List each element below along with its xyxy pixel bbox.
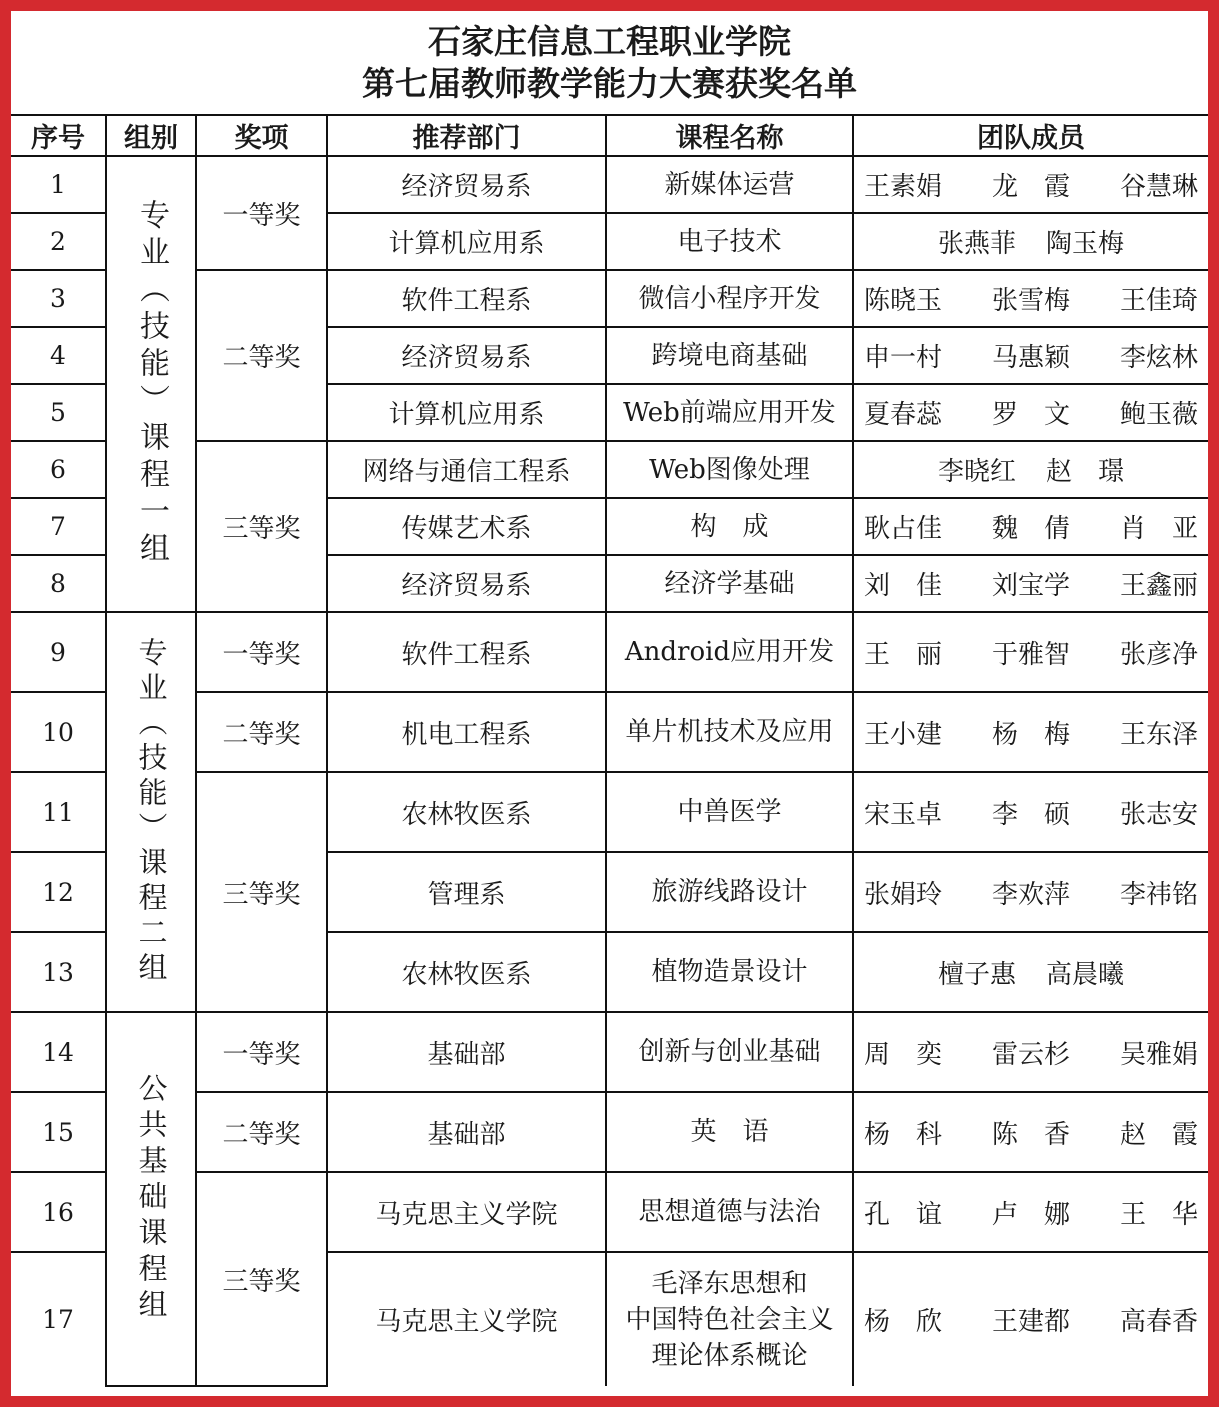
member-name: 肖 亚 bbox=[1119, 514, 1198, 544]
member-name: 罗 文 bbox=[991, 400, 1070, 430]
dept-cell: 经济贸易系 bbox=[327, 156, 606, 213]
member-name: 李 硕 bbox=[991, 799, 1070, 830]
member-name: 雷云杉 bbox=[991, 1039, 1070, 1070]
members-cell bbox=[853, 555, 1208, 612]
header-group: 组别 bbox=[106, 116, 196, 156]
members-cell bbox=[853, 441, 1208, 498]
dept-cell: 马克思主义学院 bbox=[327, 1172, 606, 1252]
member-name: 王建都 bbox=[991, 1307, 1070, 1337]
course-line: 中国特色社会主义 bbox=[625, 1304, 834, 1335]
member-name: 王 华 bbox=[1119, 1199, 1198, 1230]
member-name: 王鑫丽 bbox=[1119, 571, 1198, 601]
row-number: 12 bbox=[11, 852, 106, 932]
row-number: 3 bbox=[11, 270, 106, 327]
table-row bbox=[11, 1012, 1208, 1092]
members-cell bbox=[853, 498, 1208, 555]
member-name: 耿占佳 bbox=[864, 514, 943, 544]
course-cell: 经济学基础 bbox=[606, 555, 853, 612]
award-cell: 二等奖 bbox=[196, 1092, 327, 1172]
member-name: 卢 娜 bbox=[991, 1199, 1070, 1230]
member-name: 王 丽 bbox=[864, 639, 943, 670]
members-cell bbox=[853, 692, 1208, 772]
member-name: 张志安 bbox=[1119, 799, 1198, 830]
row-number: 8 bbox=[11, 555, 106, 612]
course-cell: 跨境电商基础 bbox=[606, 327, 853, 384]
dept-cell: 传媒艺术系 bbox=[327, 498, 606, 555]
header-award: 奖项 bbox=[196, 116, 327, 156]
course-cell: 微信小程序开发 bbox=[606, 270, 853, 327]
award-table bbox=[11, 116, 1208, 1387]
award-cell: 三等奖 bbox=[196, 772, 327, 1012]
members-cell bbox=[853, 384, 1208, 441]
members-cell bbox=[853, 932, 1208, 1012]
members-cell bbox=[853, 1092, 1208, 1172]
row-number: 13 bbox=[11, 932, 106, 1012]
group-cell: 专业（技能）课程一组 bbox=[106, 156, 196, 612]
award-sheet bbox=[11, 11, 1208, 1396]
award-cell: 二等奖 bbox=[196, 270, 327, 441]
dept-cell: 软件工程系 bbox=[327, 612, 606, 692]
row-number: 14 bbox=[11, 1012, 106, 1092]
row-number: 1 bbox=[11, 156, 106, 213]
members-cell bbox=[853, 852, 1208, 932]
group-cell: 公共基础课程组 bbox=[106, 1012, 196, 1386]
title-line-2: 第七届教师教学能力大赛获奖名单 bbox=[362, 63, 857, 103]
course-cell: 思想道德与法治 bbox=[606, 1172, 853, 1252]
members-cell bbox=[853, 213, 1208, 270]
member-name: 王小建 bbox=[864, 719, 943, 750]
course-line: 理论体系概论 bbox=[651, 1340, 808, 1371]
members-cell bbox=[853, 156, 1208, 213]
member-name: 檀子惠 bbox=[937, 959, 1016, 990]
dept-cell: 网络与通信工程系 bbox=[327, 441, 606, 498]
member-name: 赵 璟 bbox=[1046, 457, 1125, 487]
course-cell: 构 成 bbox=[606, 498, 853, 555]
member-name: 申一村 bbox=[864, 343, 943, 373]
members-cell bbox=[853, 270, 1208, 327]
course-cell: 中兽医学 bbox=[606, 772, 853, 852]
dept-cell: 计算机应用系 bbox=[327, 213, 606, 270]
members-cell bbox=[853, 1012, 1208, 1092]
member-name: 孔 谊 bbox=[864, 1199, 943, 1230]
member-name: 张燕菲 bbox=[937, 229, 1016, 259]
table-row bbox=[11, 156, 1208, 213]
title-line-1: 石家庄信息工程职业学院 bbox=[428, 21, 791, 61]
row-number: 16 bbox=[11, 1172, 106, 1252]
member-name: 杨 科 bbox=[864, 1119, 943, 1150]
member-name: 夏春蕊 bbox=[864, 400, 943, 430]
award-cell: 一等奖 bbox=[196, 612, 327, 692]
course-cell: 新媒体运营 bbox=[606, 156, 853, 213]
header-no: 序号 bbox=[11, 116, 106, 156]
member-name: 陈晓玉 bbox=[864, 286, 943, 316]
member-name: 杨 梅 bbox=[991, 719, 1070, 750]
award-cell: 一等奖 bbox=[196, 1012, 327, 1092]
course-cell: Android应用开发 bbox=[606, 612, 853, 692]
member-name: 马惠颖 bbox=[991, 343, 1070, 373]
member-name: 王素娟 bbox=[864, 172, 943, 202]
members-cell bbox=[853, 1252, 1208, 1386]
dept-cell: 管理系 bbox=[327, 852, 606, 932]
member-name: 高晨曦 bbox=[1046, 959, 1125, 990]
member-name: 赵 霞 bbox=[1119, 1119, 1198, 1150]
course-cell bbox=[606, 1252, 853, 1386]
member-name: 杨 欣 bbox=[864, 1307, 943, 1337]
table-row bbox=[11, 612, 1208, 692]
member-name: 李晓红 bbox=[937, 457, 1016, 487]
course-cell: 创新与创业基础 bbox=[606, 1012, 853, 1092]
row-number: 5 bbox=[11, 384, 106, 441]
header-dept: 推荐部门 bbox=[327, 116, 606, 156]
member-name: 周 奕 bbox=[864, 1039, 943, 1070]
member-name: 刘宝学 bbox=[991, 571, 1070, 601]
member-name: 李祎铭 bbox=[1119, 879, 1198, 910]
member-name: 谷慧琳 bbox=[1119, 172, 1198, 202]
award-cell: 二等奖 bbox=[196, 692, 327, 772]
course-line: 毛泽东思想和 bbox=[651, 1268, 808, 1299]
dept-cell: 基础部 bbox=[327, 1012, 606, 1092]
member-name: 魏 倩 bbox=[991, 514, 1070, 544]
member-name: 王佳琦 bbox=[1119, 286, 1198, 316]
member-name: 刘 佳 bbox=[864, 571, 943, 601]
dept-cell: 农林牧医系 bbox=[327, 932, 606, 1012]
member-name: 王东泽 bbox=[1119, 719, 1198, 750]
course-cell: Web图像处理 bbox=[606, 441, 853, 498]
table-header-row bbox=[11, 116, 1208, 156]
course-cell: 旅游线路设计 bbox=[606, 852, 853, 932]
row-number: 4 bbox=[11, 327, 106, 384]
row-number: 15 bbox=[11, 1092, 106, 1172]
group-cell: 专业（技能）课程二组 bbox=[106, 612, 196, 1012]
row-number: 6 bbox=[11, 441, 106, 498]
member-name: 鲍玉薇 bbox=[1119, 400, 1198, 430]
members-cell bbox=[853, 612, 1208, 692]
award-cell: 三等奖 bbox=[196, 441, 327, 612]
dept-cell: 马克思主义学院 bbox=[327, 1252, 606, 1386]
member-name: 张娟玲 bbox=[864, 879, 943, 910]
row-number: 10 bbox=[11, 692, 106, 772]
dept-cell: 计算机应用系 bbox=[327, 384, 606, 441]
header-course: 课程名称 bbox=[606, 116, 853, 156]
row-number: 11 bbox=[11, 772, 106, 852]
dept-cell: 基础部 bbox=[327, 1092, 606, 1172]
member-name: 陈 香 bbox=[991, 1119, 1070, 1150]
members-cell bbox=[853, 327, 1208, 384]
member-name: 张彦净 bbox=[1119, 639, 1198, 670]
document-title bbox=[11, 11, 1208, 116]
header-members: 团队成员 bbox=[853, 116, 1208, 156]
member-name: 张雪梅 bbox=[991, 286, 1070, 316]
member-name: 于雅智 bbox=[991, 639, 1070, 670]
member-name: 龙 霞 bbox=[991, 172, 1070, 202]
course-cell: 电子技术 bbox=[606, 213, 853, 270]
course-cell: Web前端应用开发 bbox=[606, 384, 853, 441]
row-number: 2 bbox=[11, 213, 106, 270]
award-cell: 一等奖 bbox=[196, 156, 327, 270]
member-name: 李炫林 bbox=[1119, 343, 1198, 373]
members-cell bbox=[853, 772, 1208, 852]
member-name: 高春香 bbox=[1119, 1307, 1198, 1337]
course-cell: 植物造景设计 bbox=[606, 932, 853, 1012]
member-name: 宋玉卓 bbox=[864, 799, 943, 830]
member-name: 李欢萍 bbox=[991, 879, 1070, 910]
dept-cell: 经济贸易系 bbox=[327, 555, 606, 612]
row-number: 9 bbox=[11, 612, 106, 692]
row-number: 7 bbox=[11, 498, 106, 555]
dept-cell: 机电工程系 bbox=[327, 692, 606, 772]
award-cell: 三等奖 bbox=[196, 1172, 327, 1386]
course-cell: 英 语 bbox=[606, 1092, 853, 1172]
members-cell bbox=[853, 1172, 1208, 1252]
row-number: 17 bbox=[11, 1252, 106, 1386]
dept-cell: 软件工程系 bbox=[327, 270, 606, 327]
course-cell: 单片机技术及应用 bbox=[606, 692, 853, 772]
member-name: 吴雅娟 bbox=[1119, 1039, 1198, 1070]
dept-cell: 经济贸易系 bbox=[327, 327, 606, 384]
member-name: 陶玉梅 bbox=[1046, 229, 1125, 259]
dept-cell: 农林牧医系 bbox=[327, 772, 606, 852]
